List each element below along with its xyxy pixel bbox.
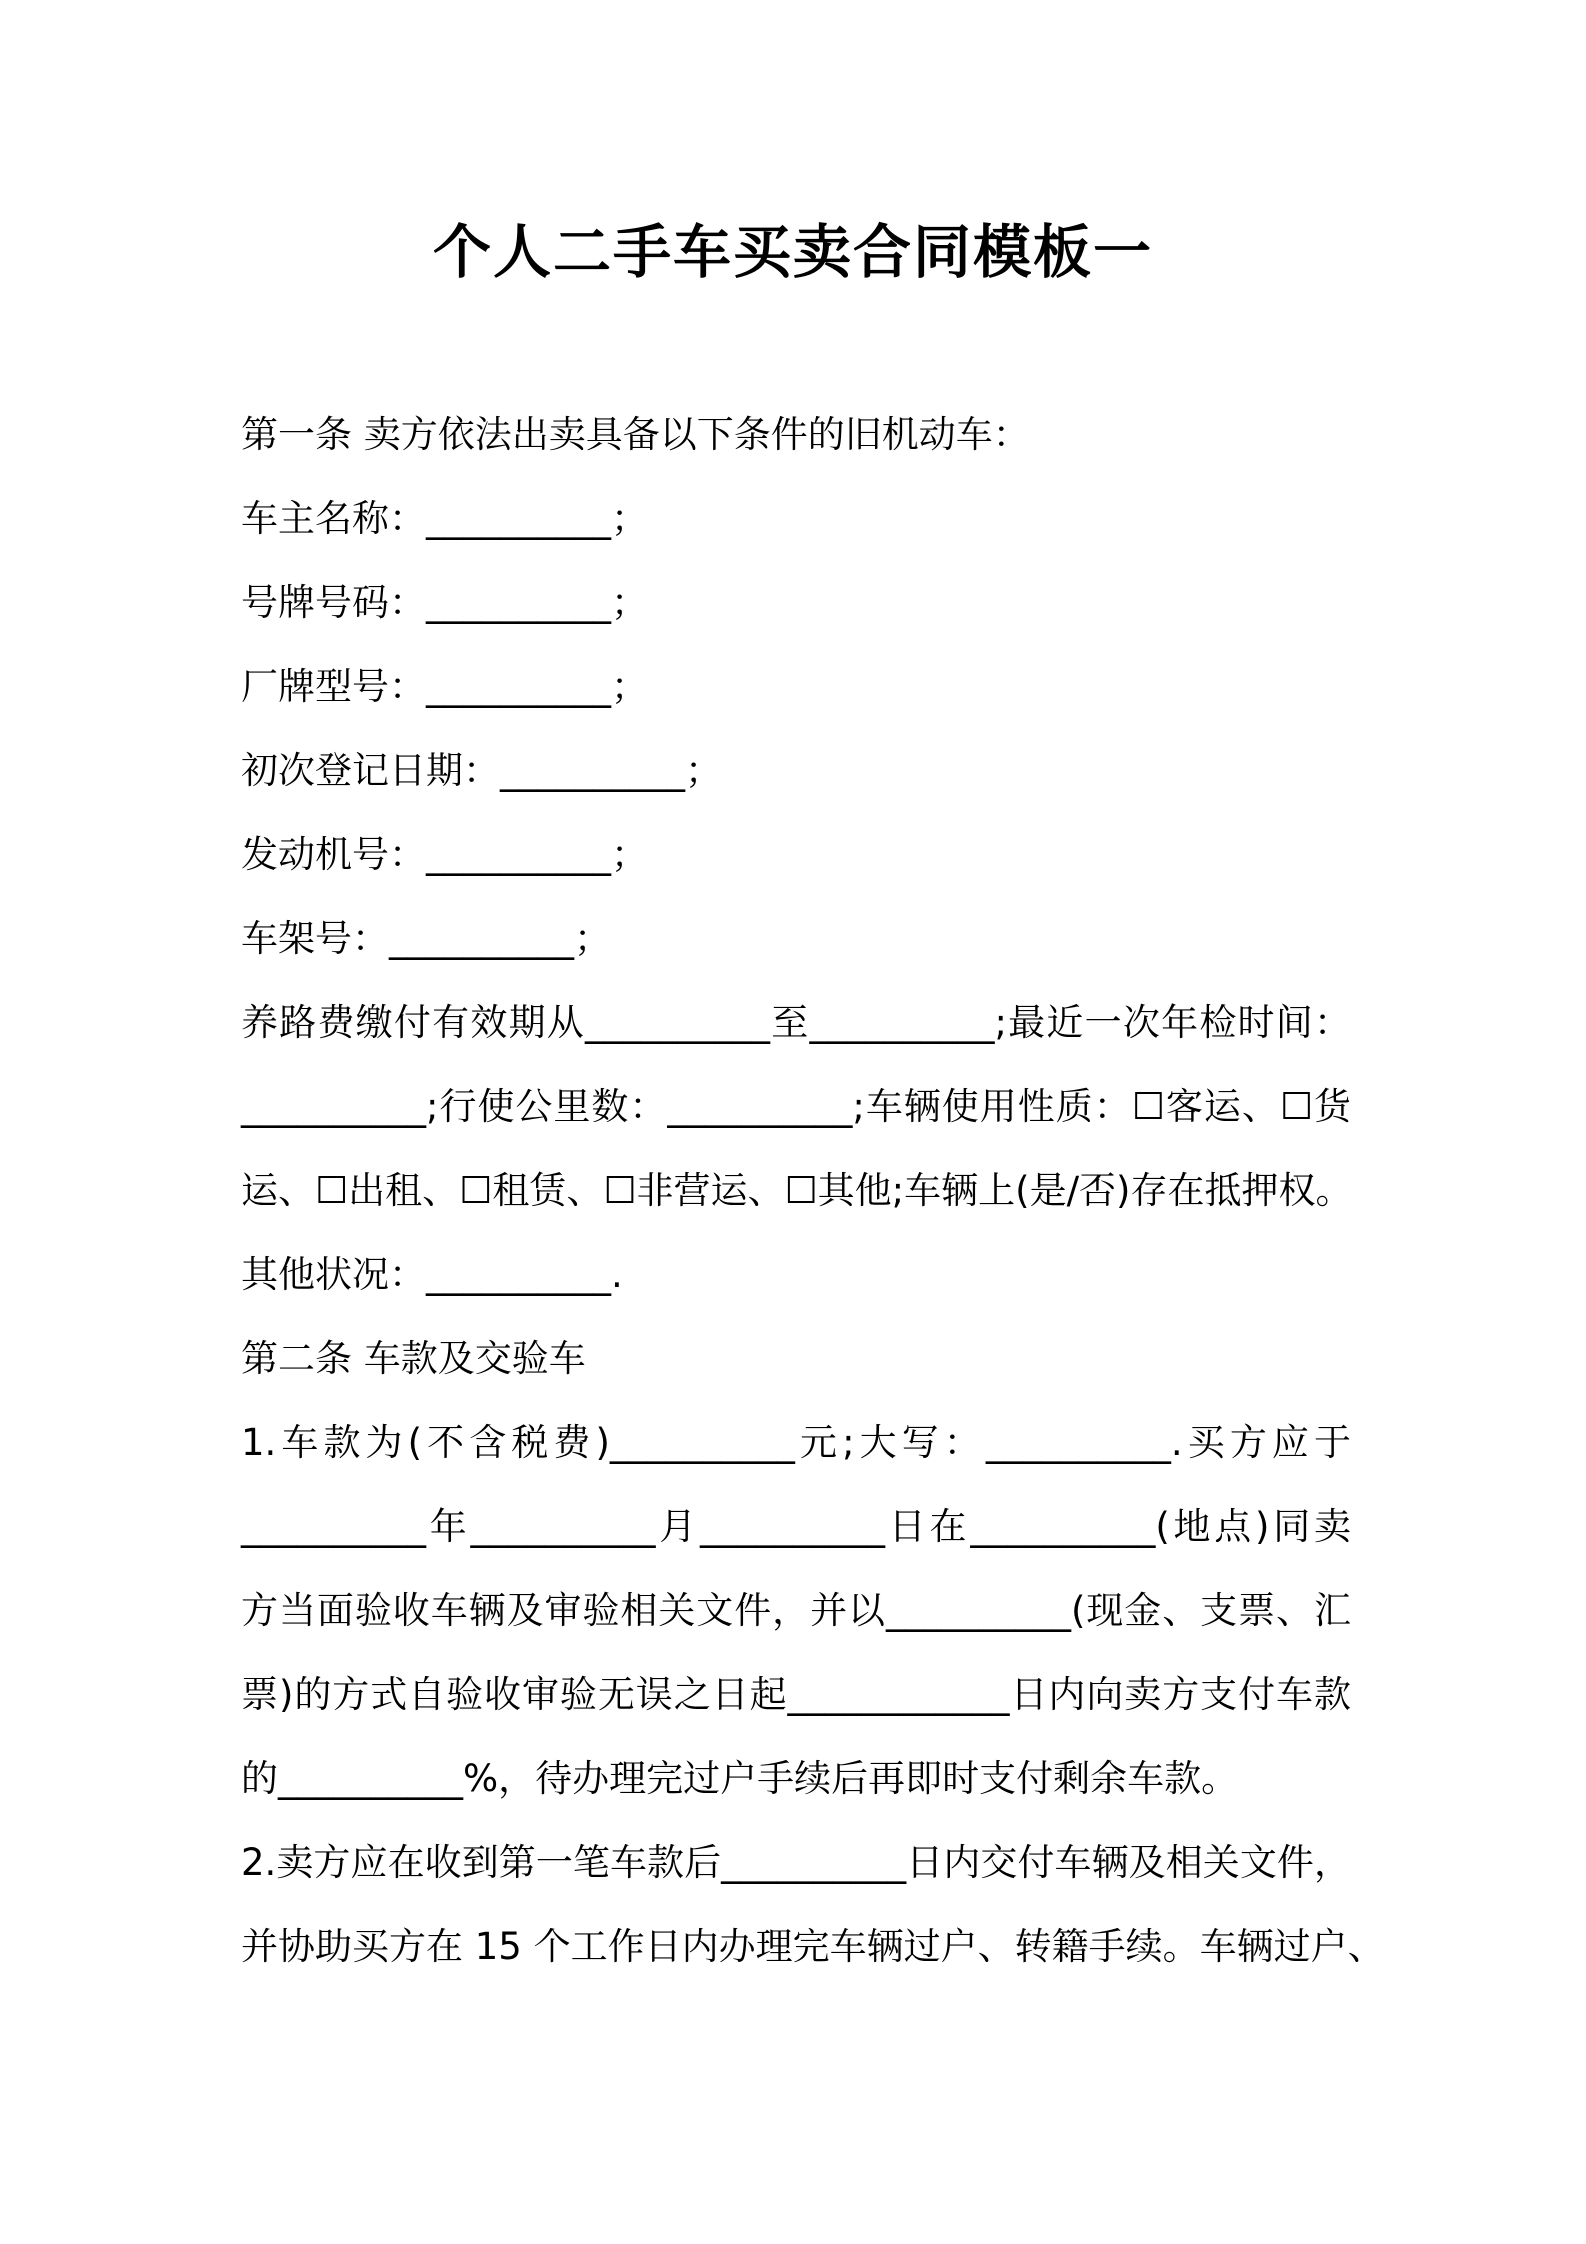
other-status-line: 其他状况：__________. bbox=[241, 1253, 623, 1296]
owner-name-line: 车主名称：__________； bbox=[241, 497, 648, 540]
brand-model-line: 厂牌型号：__________； bbox=[241, 665, 648, 708]
date-location-line: __________年__________月__________日在__________(地点)同卖 bbox=[241, 1505, 1351, 1548]
first-registration-line: 初次登记日期：__________； bbox=[241, 749, 722, 792]
article-2-heading: 第二条 车款及交验车 bbox=[241, 1337, 586, 1380]
engine-number-line: 发动机号：__________； bbox=[241, 833, 648, 876]
delivery-line: 2.卖方应在收到第一笔车款后__________日内交付车辆及相关文件， bbox=[241, 1841, 1351, 1884]
article-1-heading: 第一条 卖方依法出卖具备以下条件的旧机动车： bbox=[241, 413, 1030, 456]
plate-number-line: 号牌号码：__________； bbox=[241, 581, 648, 624]
remaining-payment-line: 的__________%，待办理完过户手续后再即时支付剩余车款。 bbox=[241, 1757, 1239, 1800]
frame-number-line: 车架号：__________； bbox=[241, 917, 611, 960]
price-line: 1.车款为(不含税费)__________元;大写：__________.买方应于 bbox=[241, 1421, 1351, 1464]
transfer-line: 并协助买方在 15 个工作日内办理完车辆过户、转籍手续。车辆过户、 bbox=[241, 1925, 1385, 1968]
mileage-usage-line: __________;行使公里数：__________;车辆使用性质：☐客运、☐货 bbox=[241, 1085, 1351, 1128]
inspection-line: 方当面验收车辆及审验相关文件，并以__________(现金、支票、汇 bbox=[241, 1589, 1351, 1632]
usage-mortgage-line: 运、☐出租、☐租赁、☐非营运、☐其他;车辆上(是/否)存在抵押权。 bbox=[241, 1169, 1353, 1212]
document-title: 个人二手车买卖合同模板一 bbox=[432, 218, 1153, 286]
payment-method-line: 票)的方式自验收审验无误之日起____________日内向卖方支付车款 bbox=[241, 1673, 1351, 1716]
road-fee-line: 养路费缴付有效期从__________至__________;最近一次年检时间： bbox=[241, 1001, 1351, 1044]
